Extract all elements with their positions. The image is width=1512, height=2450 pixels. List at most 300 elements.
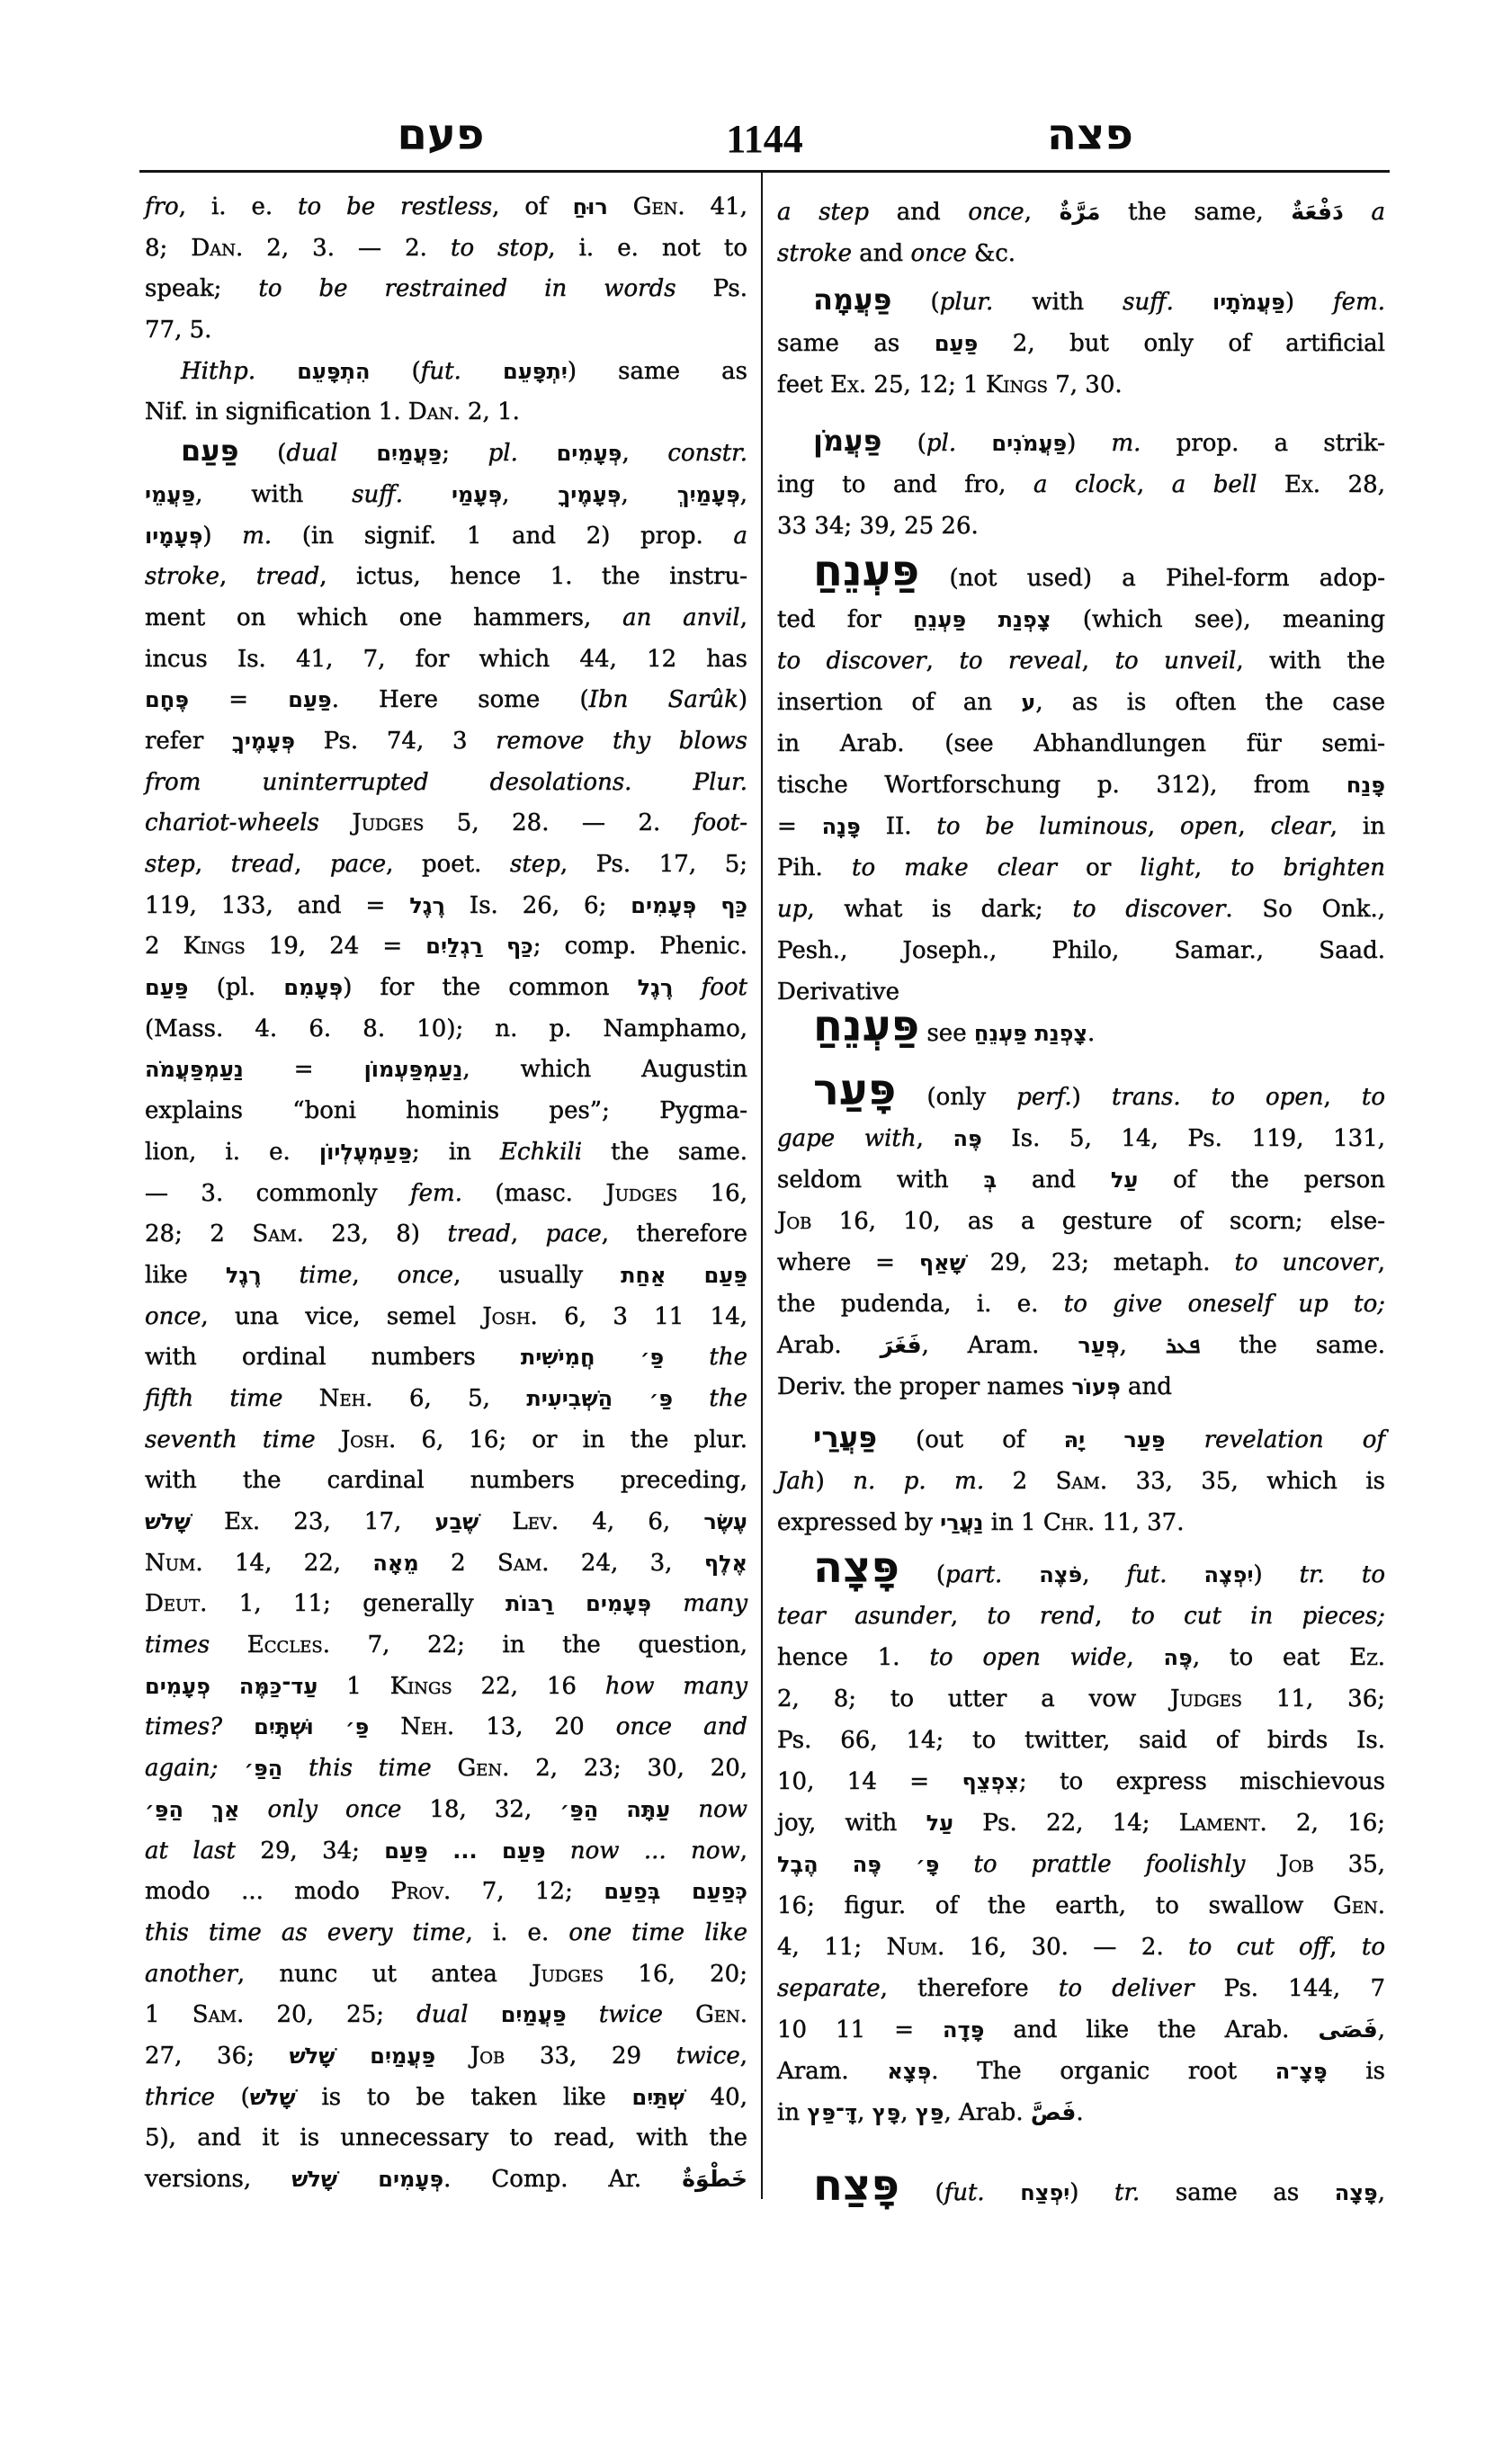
roman-text: lion, i. e. xyxy=(145,1138,319,1166)
roman-text: , ictus, hence 1. the instru- xyxy=(319,563,747,591)
roman-text: , which Augustin xyxy=(462,1056,747,1084)
roman-text xyxy=(222,1713,254,1740)
italic-text: fifth time xyxy=(145,1384,283,1412)
roman-text: 28, xyxy=(1320,471,1385,498)
dictionary-line xyxy=(145,1790,747,1831)
roman-text: with the cardinal numbers preceding, xyxy=(145,1467,747,1495)
roman-text: = xyxy=(243,1056,364,1084)
italic-text: tread xyxy=(447,1221,511,1248)
roman-text: , i. e. xyxy=(465,1918,569,1946)
roman-text: , xyxy=(1238,813,1271,840)
roman-text: versions, xyxy=(145,2166,292,2193)
roman-text: tische Wortforschung p. 312), from xyxy=(777,772,1346,799)
dictionary-line xyxy=(777,1201,1385,1242)
hebrew-text: עַל xyxy=(1110,1167,1139,1193)
dictionary-line xyxy=(777,1720,1385,1761)
hebrew-text: פְּצָא xyxy=(887,2059,932,2084)
entry-headword: פַּעֲרַי xyxy=(813,1420,877,1454)
roman-text xyxy=(338,440,377,467)
hebrew-text: פְּעָמַי xyxy=(451,481,503,507)
dictionary-line xyxy=(777,1065,1386,1118)
roman-text: , xyxy=(857,2099,872,2126)
book-reference: Judges xyxy=(532,1960,604,1988)
roman-text xyxy=(518,440,557,467)
roman-text: 2 xyxy=(418,1549,498,1577)
roman-text xyxy=(664,1344,709,1371)
book-reference: Judges xyxy=(1170,1685,1243,1712)
dictionary-line xyxy=(777,1596,1385,1637)
roman-text: ) xyxy=(738,686,747,714)
arabic-text: فَغَرَ xyxy=(880,1332,922,1358)
dictionary-line xyxy=(145,886,747,927)
dictionary-line xyxy=(145,475,747,516)
italic-text: Ibn Sarûk xyxy=(588,686,738,714)
hebrew-text: פְּעָמָיו xyxy=(145,523,203,549)
roman-text: Ps. 66, 14; to twitter, said of birds Is. xyxy=(777,1727,1385,1754)
hebrew-text: בְּ xyxy=(983,1167,998,1193)
italic-text: n. p. m. xyxy=(853,1468,985,1495)
book-reference: Ex. xyxy=(830,371,867,398)
roman-text: Arab. xyxy=(777,1332,881,1359)
hebrew-text: פָּץ xyxy=(872,2100,901,2125)
hebrew-text: רוּחַ xyxy=(572,194,608,219)
dictionary-line xyxy=(777,1542,1385,1596)
italic-text: tread xyxy=(255,563,320,591)
italic-text: plur. xyxy=(939,289,994,316)
arabic-text: فَصَّ xyxy=(1030,2099,1077,2125)
roman-text: , as is often the case xyxy=(1035,689,1385,716)
roman-text: prop. a strik- xyxy=(1141,430,1385,457)
book-reference: Gen. xyxy=(457,1755,510,1783)
italic-text: gape with xyxy=(777,1125,917,1152)
roman-text: , xyxy=(1024,199,1060,226)
roman-text xyxy=(468,2001,500,2028)
dictionary-line xyxy=(777,364,1385,406)
roman-text: , xyxy=(1081,648,1115,675)
roman-text: ( xyxy=(214,2083,250,2111)
roman-text: (in signif. 1 and 2) prop. xyxy=(272,522,734,550)
roman-text: 28; 2 xyxy=(145,1221,253,1248)
dictionary-line xyxy=(777,1419,1385,1461)
hebrew-text: נַעַמְפַּעְמוֹן xyxy=(363,1057,463,1083)
roman-text: the same. xyxy=(1200,1332,1386,1359)
italic-text: step xyxy=(510,851,560,878)
dictionary-line xyxy=(145,1091,747,1132)
roman-text: , to eat xyxy=(1192,1644,1350,1671)
italic-text: the xyxy=(709,1344,748,1372)
dictionary-line xyxy=(145,1132,747,1174)
hebrew-text: פַּעַם ... פַּעַם xyxy=(384,1838,546,1864)
italic-text: an anvil xyxy=(622,604,740,631)
italic-text: to discover xyxy=(1072,896,1226,923)
roman-text: , i. e. xyxy=(178,193,299,220)
roman-text: 2, but only of artificial xyxy=(978,330,1386,357)
root-headword: פָּצָה xyxy=(813,1542,899,1593)
italic-text: fem. xyxy=(410,1179,462,1207)
hebrew-text: רֶגֶל xyxy=(637,975,674,1001)
roman-text xyxy=(1245,1851,1279,1878)
italic-text: pace xyxy=(330,851,387,878)
roman-text: , Aram. xyxy=(921,1332,1078,1359)
roman-text: 29, 34; xyxy=(235,1837,385,1864)
roman-text xyxy=(369,1713,400,1740)
hebrew-text: רֶגֶל xyxy=(409,892,445,918)
hebrew-text: יִפְצֶה xyxy=(1203,1562,1254,1587)
italic-text: light xyxy=(1140,854,1194,881)
roman-text: 7, 22; in the question, xyxy=(330,1632,747,1659)
roman-text: , nunc ut antea xyxy=(237,1960,532,1988)
roman-text: Is. 26, 6; xyxy=(444,891,631,919)
italic-text: to unveil xyxy=(1114,648,1237,675)
italic-text: once xyxy=(145,1302,201,1330)
hebrew-text: צָפְנַת פַּעְנֵחַ xyxy=(973,1021,1088,1046)
roman-text: same as xyxy=(777,330,935,357)
roman-text: Nif. in signification 1. xyxy=(145,398,408,426)
roman-text: and xyxy=(1120,1373,1172,1400)
dictionary-line xyxy=(145,598,747,639)
italic-text: a xyxy=(733,522,747,550)
roman-text: 5), and it is unnecessary to read, with the xyxy=(145,2124,747,2152)
italic-text: stroke xyxy=(145,563,220,591)
book-reference: Josh. xyxy=(340,1426,397,1453)
roman-text: 6, 3 11 14, xyxy=(537,1302,747,1330)
roman-text: where = xyxy=(777,1249,919,1276)
book-reference: Lament. xyxy=(1178,1810,1267,1837)
book-reference: Dan. xyxy=(191,234,244,262)
roman-text: hence 1. xyxy=(777,1644,930,1671)
roman-text: 6, 16; or in the plur. xyxy=(396,1426,748,1453)
hebrew-text: פַּץ xyxy=(915,2100,944,2125)
roman-text: Aram. xyxy=(777,2058,888,2085)
roman-text: Pih. xyxy=(777,854,853,881)
dictionary-line xyxy=(777,930,1385,971)
hebrew-text: רֶגֶל xyxy=(225,1262,262,1288)
dictionary-line xyxy=(145,763,747,804)
italic-text: once xyxy=(397,1261,454,1289)
roman-text: , poet. xyxy=(386,851,511,878)
hebrew-text: פָּדָה xyxy=(943,2017,985,2043)
roman-text: 1, 11; generally xyxy=(207,1590,505,1618)
italic-text: seventh time xyxy=(145,1426,316,1453)
roman-text: feet xyxy=(777,371,831,398)
roman-text: 14, 22, xyxy=(202,1549,373,1577)
italic-text: Hithp. xyxy=(181,357,256,385)
dictionary-line xyxy=(777,233,1385,274)
root-headword: פַּעְנֵחַ xyxy=(813,546,920,596)
hebrew-text: פֶּה xyxy=(953,1126,982,1151)
roman-text: like xyxy=(145,1261,226,1289)
dictionary-line xyxy=(145,680,747,721)
roman-text: of the person xyxy=(1138,1167,1385,1194)
dictionary-line xyxy=(145,516,747,558)
book-reference: Neh. xyxy=(400,1713,455,1741)
roman-text: ment on which one hammers, xyxy=(145,604,623,631)
italic-text: m. xyxy=(242,522,273,550)
italic-text: dual xyxy=(416,2001,469,2029)
hebrew-text: עַד־כַּמֶּה פְעָמִים xyxy=(145,1673,318,1699)
roman-text xyxy=(956,430,991,457)
roman-text: 25, 12; 1 xyxy=(866,371,986,398)
italic-text: foot xyxy=(701,974,747,1002)
italic-text: at last xyxy=(145,1837,236,1864)
italic-text: fut. xyxy=(944,2179,985,2206)
dictionary-entry xyxy=(777,1419,1385,1543)
roman-text: 33 34; 39, 25 26. xyxy=(777,513,979,540)
book-reference: Dan. xyxy=(407,398,461,426)
dictionary-line xyxy=(145,1748,747,1790)
dictionary-line xyxy=(145,1379,747,1420)
dictionary-line xyxy=(777,599,1385,640)
roman-text: (only xyxy=(896,1084,1017,1111)
right-column xyxy=(777,192,1385,2213)
book-reference: Job xyxy=(777,1208,812,1235)
roman-text: 16; figur. of the earth, to swallow xyxy=(777,1892,1334,1919)
hebrew-text: פָּ׳ פֶּה הֶבֶל xyxy=(777,1852,940,1877)
hebrew-text: כַּף פְּעָמִים xyxy=(631,892,748,918)
book-reference: Num. xyxy=(145,1549,203,1577)
roman-text: 4, 6, xyxy=(559,1508,704,1535)
roman-text: 13, 20 xyxy=(454,1713,616,1741)
italic-text: perf. xyxy=(1016,1084,1072,1111)
dictionary-line xyxy=(777,640,1385,682)
italic-text: once xyxy=(968,199,1024,226)
arabic-text: فَصَى xyxy=(1318,2016,1378,2043)
roman-text: , with xyxy=(195,480,353,508)
dictionary-line xyxy=(777,765,1385,806)
italic-text: tear asunder xyxy=(777,1603,951,1630)
italic-text: to be restless xyxy=(298,193,493,220)
roman-text xyxy=(608,193,633,220)
italic-text: now xyxy=(698,1795,748,1823)
roman-text: Is. 5, 14, Ps. 119, 131, xyxy=(981,1125,1386,1152)
roman-text: speak; xyxy=(145,275,259,303)
roman-text xyxy=(210,1632,247,1659)
hebrew-text: כַּף רַגְלַיִם xyxy=(425,934,533,960)
roman-text xyxy=(218,1755,244,1782)
roman-text: and like the Arab. xyxy=(984,2016,1319,2043)
roman-text xyxy=(403,481,452,508)
dictionary-line xyxy=(777,2160,1385,2213)
roman-text: (out of xyxy=(877,1426,1064,1453)
book-reference: Sam. xyxy=(497,1549,550,1577)
roman-text: incus Is. 41, 7, for which 44, 12 has xyxy=(145,645,747,673)
roman-text: , of xyxy=(492,193,573,220)
roman-text: or xyxy=(1056,854,1141,881)
roman-text xyxy=(651,1590,683,1617)
roman-text: ) xyxy=(1069,2179,1115,2206)
dictionary-line xyxy=(777,682,1385,723)
roman-text: ing to and fro, xyxy=(777,471,1033,498)
roman-text: Ps. xyxy=(675,275,748,303)
roman-text: (Mass. 4. 6. 8. 10); n. p. Namphamo, xyxy=(145,1015,747,1042)
roman-text: , xyxy=(219,563,256,591)
hebrew-text: נַעַמְפַּעֲמֹה xyxy=(145,1057,244,1083)
italic-text: Jah xyxy=(777,1468,816,1495)
dictionary-line xyxy=(777,1118,1385,1159)
roman-text xyxy=(461,358,503,385)
italic-text: stroke xyxy=(777,240,853,267)
dictionary-line xyxy=(145,187,747,228)
roman-text: the pudenda, i. e. xyxy=(777,1291,1064,1318)
dictionary-line xyxy=(145,228,747,270)
dictionary-line xyxy=(777,505,1385,547)
roman-text: 18, 32, xyxy=(401,1795,560,1823)
hebrew-text: שָׁלֹשׁ xyxy=(145,1509,191,1534)
root-headword: פָּעַר xyxy=(813,1065,897,1115)
dictionary-line xyxy=(777,1885,1385,1927)
italic-text: to xyxy=(1361,1084,1386,1111)
italic-text: tr. xyxy=(1114,2179,1141,2206)
roman-text: refer xyxy=(145,727,232,755)
roman-text: , xyxy=(622,440,668,468)
dictionary-line xyxy=(145,1625,747,1667)
hebrew-text: פְּעַר xyxy=(1078,1333,1120,1358)
roman-text: , therefore xyxy=(880,1975,1059,2002)
hebrew-text: פַּעַם xyxy=(934,331,979,356)
hebrew-text: פַּעֲמֹתָיו xyxy=(1212,290,1285,315)
roman-text: 33, 35, which is xyxy=(1107,1468,1385,1495)
italic-text: a xyxy=(1371,199,1385,226)
hebrew-text: ע xyxy=(1021,690,1036,715)
hebrew-text: כְּפַעַם בְּפַעַם xyxy=(604,1879,748,1905)
hebrew-text: שָׁלֹשׁ xyxy=(249,2084,296,2110)
book-reference: Judges xyxy=(352,809,425,837)
dictionary-line xyxy=(777,1461,1385,1502)
italic-text: dual xyxy=(286,440,338,468)
dictionary-line xyxy=(145,1584,747,1625)
roman-text: , una vice, semel xyxy=(201,1302,483,1330)
italic-text: time xyxy=(299,1261,353,1289)
book-reference: Ez. xyxy=(1349,1644,1385,1671)
dictionary-line xyxy=(145,1831,747,1873)
italic-text: remove thy blows xyxy=(496,727,747,755)
roman-text xyxy=(567,2001,599,2028)
italic-text: twice xyxy=(598,2001,663,2029)
dictionary-entry xyxy=(777,423,1385,547)
italic-text: now ... now xyxy=(569,1837,740,1864)
hebrew-text: הִתְפָּעֵם xyxy=(297,358,371,384)
roman-text: ; xyxy=(442,440,488,468)
hebrew-text: פְּעָמִים רַבּוֹת xyxy=(505,1591,652,1617)
book-reference: Lev. xyxy=(512,1508,559,1535)
hebrew-text: פָּצָה xyxy=(1334,2180,1378,2205)
dictionary-entry xyxy=(145,352,747,434)
dictionary-line xyxy=(145,1297,747,1338)
roman-text: , xyxy=(621,480,677,508)
italic-text: this time as every time xyxy=(145,1918,466,1946)
italic-text: Echkili xyxy=(500,1138,583,1166)
dictionary-line xyxy=(777,1502,1385,1543)
book-reference: Prov. xyxy=(390,1878,452,1906)
roman-text: 23, 17, xyxy=(260,1508,435,1535)
book-reference: Job xyxy=(1279,1851,1314,1878)
dictionary-line xyxy=(145,1667,747,1708)
dictionary-line xyxy=(145,1913,747,1954)
italic-text: once xyxy=(910,240,967,267)
running-head-left: פעם xyxy=(397,110,485,160)
hebrew-text: פֶּה xyxy=(1163,1645,1193,1670)
roman-text: and xyxy=(997,1167,1111,1194)
hebrew-text: פַּעֲמַיִם שָׁלֹשׁ xyxy=(289,2043,436,2069)
roman-text: , usually xyxy=(453,1261,622,1289)
italic-text: pl. xyxy=(488,440,518,468)
roman-text: ; comp. Phenic. xyxy=(532,933,747,961)
hebrew-text: נַעֲרַי xyxy=(940,1510,984,1535)
roman-text xyxy=(1168,1561,1204,1588)
roman-text: , xyxy=(739,2042,747,2070)
roman-text: , i. e. not to xyxy=(548,234,747,262)
entry-headword: פַּעֲמָה xyxy=(813,282,892,317)
roman-text: , in xyxy=(1329,813,1385,840)
book-reference: Sam. xyxy=(252,1221,304,1248)
hebrew-text: פַּעֲמֹנִים xyxy=(991,431,1068,456)
italic-text: suff. xyxy=(1123,289,1174,316)
dictionary-line xyxy=(777,2009,1385,2051)
dictionary-line xyxy=(145,721,747,763)
italic-text: to cut in pieces; xyxy=(1131,1603,1386,1630)
hebrew-text: דָּ־פַּץ xyxy=(807,2100,858,2125)
italic-text: twice xyxy=(675,2042,740,2070)
header-rule xyxy=(139,170,1390,173)
roman-text: 2 xyxy=(984,1468,1056,1495)
roman-text: , xyxy=(1126,1644,1164,1671)
roman-text: see xyxy=(919,1020,974,1047)
roman-text: 1 xyxy=(145,2001,192,2029)
roman-text: , xyxy=(950,1603,988,1630)
roman-text xyxy=(670,1796,698,1823)
dictionary-entry xyxy=(777,2160,1385,2213)
hebrew-text: צִפְצֵף xyxy=(962,1769,1019,1794)
book-reference: Ex. xyxy=(224,1508,261,1535)
book-reference: Eccles. xyxy=(246,1632,331,1659)
roman-text: , Arab. xyxy=(944,2099,1031,2126)
roman-text: 2, 3. — 2. xyxy=(243,234,451,262)
dictionary-line xyxy=(145,1707,747,1748)
roman-text: ) xyxy=(1284,289,1334,316)
roman-text: 41, xyxy=(684,193,748,220)
dictionary-line xyxy=(777,192,1385,233)
dictionary-line xyxy=(145,1337,747,1379)
book-reference: Gen. xyxy=(695,2001,748,2029)
roman-text xyxy=(255,358,297,385)
roman-text: , xyxy=(1194,854,1231,881)
book-reference: Job xyxy=(470,2042,505,2070)
roman-text: . Here some ( xyxy=(331,686,589,714)
roman-text: 2, 1. xyxy=(460,398,520,426)
roman-text: , xyxy=(1323,1084,1362,1111)
roman-text xyxy=(545,1838,569,1864)
dictionary-line xyxy=(145,2159,747,2201)
italic-text: open xyxy=(1179,813,1239,840)
dictionary-line xyxy=(777,423,1385,464)
hebrew-text: שְׁתַּיִם xyxy=(631,2084,684,2110)
dictionary-line xyxy=(777,806,1385,847)
roman-text: = xyxy=(188,686,289,714)
roman-text: — 3. commonly xyxy=(145,1179,411,1207)
italic-text: revelation of xyxy=(1203,1426,1385,1453)
dictionary-line xyxy=(145,926,747,968)
italic-text: to xyxy=(1361,1934,1386,1961)
entry-headword: פַּעַם xyxy=(181,434,239,469)
dictionary-line xyxy=(145,2078,747,2119)
italic-text: to discover xyxy=(777,648,926,675)
italic-text: to be restrained in words xyxy=(258,275,676,303)
dictionary-line xyxy=(777,1242,1385,1283)
roman-text xyxy=(1174,289,1212,316)
italic-text: another xyxy=(145,1960,237,1988)
roman-text: , xyxy=(1377,2016,1385,2043)
roman-text: the same, xyxy=(1100,199,1292,226)
